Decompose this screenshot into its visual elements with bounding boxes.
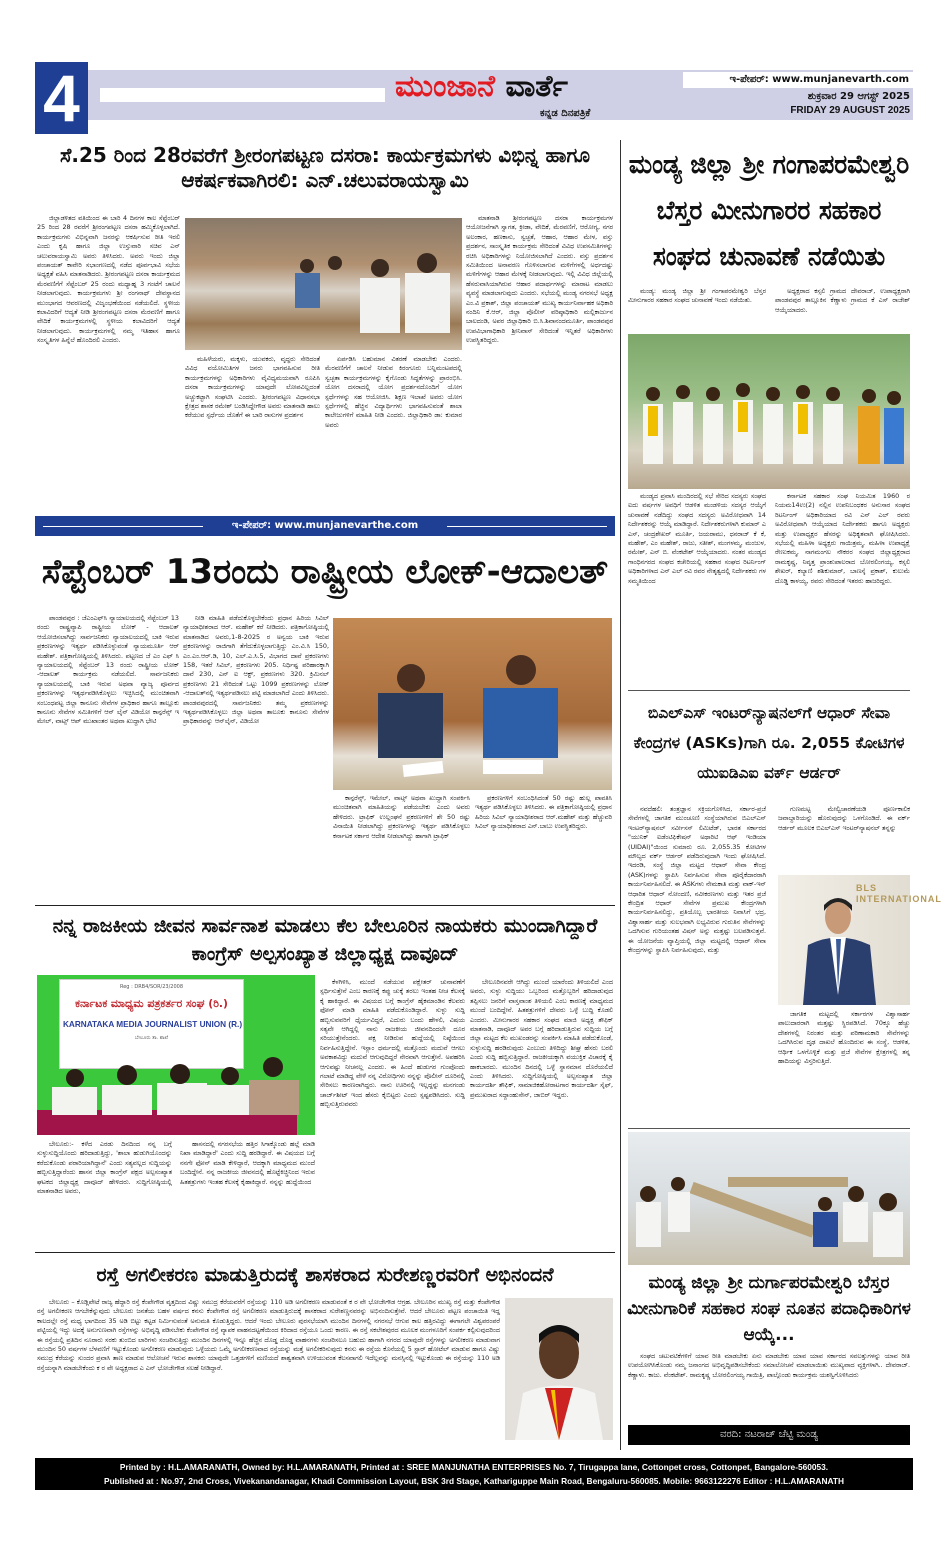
- page-number: 4: [35, 62, 88, 134]
- banner-english: KARNATAKA MEDIA JOURNALIST UNION (R.): [62, 1019, 243, 1029]
- lok-adalat-col4: ಪ್ರಕರಣಗಳಿಗೆ ಸಂಬಂಧಿಸಿದಂತೆ 50 ರಷ್ಟು ಹುಲ್ಲ ಪಾವತಿಸಿ ಇತ್ಯರ್ಥ ಪಡಿಸಿಕೊಳ್ಳಲು ತಿಳಿಸಿದರು. ಈ ಪತ್ರಿಕಾಗೋಷ್ಠಿಯಲ್ಲಿ ಪ್ರಧಾನ ಹಿರಿಯ ಸಿವಿಲ್ ನ್ಯಾಯಾಧೀಶರಾದ ಆರ್.ಮಹೇಶ್ ಮತ್ತು ಹೆಚ್ಚುವರಿ ಸಿವಿಲ್ ನ್ಯಾಯಾಧೀಶರಾದ ಎನ್.ಬಾಬು ಉಪಸ್ಥಿತರಿದ್ದರು.: [475, 794, 612, 831]
- photo-bls-executive: [778, 875, 942, 1005]
- masthead-divider: [100, 88, 385, 102]
- dasara-col3: ಏರ್ಪಡಿಸಿ ಬಹುಮಾನ ವಿತರಣೆ ಮಾಡಬೇಕು ಎಂದರು. ಮೆರವಣಿಗೆಗೆ ಚಾಲನೆ ನೀಡುವ ಕಿರಂಗೂರು ಬನ್ನಿಮಂಟಪದಲ್ಲಿ ಸ್ವಚ್ಛತಾ ಕಾರ್ಯಕ್ರಮಗಳನ್ನು ಕೈಗೊಂಡು ಸಿದ್ಧತೆಗಳನ್ನು ಪ್ರಾರಂಭಿಸಿ. ಯೋಗ ದಸರಾದಲ್ಲಿ ಯೋಗ ಪ್ರದರ್ಶನದೊಂದಿಗೆ ಯೋಗ ಸ್ಪರ್ಧೆಗಳನ್ನು ಸಹ ಆಯೋಜಿಸಿ. ಶಿಕ್ಷಣ ಇಲಾಖೆ ಅವರು ಯೋಗ ಸ್ಪರ್ಧೆಗಳಲ್ಲಿ ಹೆಚ್ಚಿನ ವಿದ್ಯಾರ್ಥಿಗಳು ಭಾಗವಹಿಸುವಂತೆ ಶಾಲಾ ಕಾಲೇಜುಗಳಿಗೆ ಮಾಹಿತಿ ನೀಡಿ ಎಂದರು. ಜಿಲ್ಲಾಧಿಕಾರಿ ಡಾ: ಕುಮಾರ ಅವರು: [325, 355, 462, 429]
- headline-gangaparameshwari: ಮಂಡ್ಯ ಜಿಲ್ಲಾ ಶ್ರೀ ಗಂಗಾಪರಮೇಶ್ವರಿ ಬೆಸ್ತರ ಮೀನುಗಾರರ ಸಹಕಾರ ಸಂಘದ ಚುನಾವಣೆ ನಡೆಯಿತು: [628, 150, 910, 272]
- durgaparameshwari-body: ಸಂಘದ ಚಟುವಟಿಕೆಗಳಿಗೆ ಯಾವ ರೀತಿ ಮಾಡಬೇಕು ಏನು ಮಾಡಬೇಕು ಯಾವ ಯಾವ ಸರ್ಕಾರದ ಸವಲತ್ತುಗಳನ್ನು ಯಾವ ರೀತಿ ಉಪಯೋಗಿಸಿಕೊಂಡು ನಮ್ಮ ಜನಾಂಗದ ಅಭಿವೃದ್ಧಿಪಡಿಸಬೇಕೆಂದು ಸಮಾಲೋಚನೆ ಮಾಡಲಾಯಿತು ಮುಖ್ಯವಾದ ವ್ಯಕ್ತಿಗಳಾಗಿ.. ದೇವರಾಜ್. ಕೆಣ್ಣಾಳು. ಕಾಜು. ವೆಂಕಟೇಶ್. ರಾಮಕೃಷ್ಣ ಬೋರಲಿಂಗಯ್ಯ ಗಾಯಿತ್ರಿ, ಪಾಲ್ಗೊಂಡು ಕಾರ್ಯಕ್ರಮ ಯಶಸ್ವಿಗೊಳಿಸಿದರು: [628, 1352, 910, 1379]
- gangaparameshwari-col2: ಕರ್ನಾಟಕ ಸಹಕಾರ ಸಂಘ ನಿಯಮಿತ 1960 ರ ನಿಯಮ14ಉ(2) ನಲ್ಲಿನ ಉಪನಿಬಂಧಕರ ಅನುಸಾರ ಸಂಘದ ರಿಟರ್ನಿಂಗ್ ಅಧಿಕಾರಿಯಾದ ರವಿ ಎನ್ ಎಲ್ ರವರು ಅವಿರೋಧವಾಗಿ ಆಯ್ಕೆಯಾದ ನಿರ್ದೇಶಕರು ಹಾಗೂ ಅಧ್ಯಕ್ಷರು ಮತ್ತು ಉಪಾಧ್ಯಕ್ಷರ ಹೆಸರನ್ನು ಅಧಿಕೃತವಾಗಿ ಘೋಷಿಸಿದರು. ಸಭೆಯಲ್ಲಿ ಮಹಿಳಾ ಅಧ್ಯಕ್ಷರು ಗಾಯಿತ್ರಮ್ಮ, ಮಹಿಳಾ ಉಪಾಧ್ಯಕ್ಷೆ ರೇಣುಕಮ್ಮ, ನಾಗಮಂಗಲ ನೌಕರರ ಸಂಘದ ಜಿಲ್ಲಾಧ್ಯಕ್ಷರಾದ ರಾಮಕೃಷ್ಣ, ನಿವೃತ್ತ ಪ್ರಾಂಶುಪಾಲರಾದ ಬೋರಲಿಂಗಯ್ಯ, ಕಸ್ಸಲಿ ಶೇಖರ್, ಕಲ್ಯಾಣಿ ಶಶಿಕುಮಾರ್, ಬಾಣಸ್ಕೆ ಪ್ರಕಾಶ್, ಕುಲುಮೆ ದೊಡ್ಡಿ ಕಾಳಯ್ಯ, ರವರು ಸೇರಿದಂತೆ ಇತರರು ಹಾಜರಿದ್ದರು.: [775, 492, 910, 585]
- gangaparameshwari-intro2: ಅಧ್ಯಕ್ಷರಾದ ಕಸ್ಸಲಿ ಗ್ರಾಮದ ದೇವರಾಜ್, ಉಪಾಧ್ಯಕ್ಷರಾಗಿ ಪಾಂಡವಪುರ ತಾಲ್ಲೂಕಿನ ಕೆಣ್ಣಾಳು ಗ್ರಾಮದ ಕೆ ಎಸ್ ರಾಜೇಶ್ ಆಯ್ಕೆಯಾದರು.: [775, 287, 910, 314]
- dasara-col1: ಜಿಲ್ಲಾಡಳಿತದ ವತಿಯಿಂದ ಈ ಬಾರಿ 4 ದಿನಗಳ ಕಾಲ ಸೆಪ್ಟೆಂಬರ್ 25 ರಿಂದ 28 ರವರೆಗೆ ಶ್ರೀರಂಗಪಟ್ಟಣ ದಸರಾ ಹಮ್ಮಿಕೊಳ್ಳಲಾಗಿದೆ. ಕಾರ್ಯಕ್ರಮಗಳು ವಿಭಿನ್ನವಾಗಿ ಜನರನ್ನು ಆಕರ್ಷಿಸುವ ರೀತಿ ಇರಲಿ ಎಂದು ಕೃಷಿ ಹಾಗೂ ಜಿಲ್ಲಾ ಉಸ್ತುವಾರಿ ಸಚಿವ ಎನ್ ಚಲುವರಾಯಸ್ವಾಮಿ ಅವರು ತಿಳಿಸಿದರು. ಅವರು ಇಂದು ಜಿಲ್ಲಾ ಪಂಚಾಯತ್ ಕಾವೇರಿ ಸಭಾಂಗಣದಲ್ಲಿ ನಡೆದ ಪೂರ್ವಭಾವಿ ಸಭೆಯ ಅಧ್ಯಕ್ಷತೆ ವಹಿಸಿ ಮಾತನಾಡಿದರು. ಶ್ರೀರಂಗಪಟ್ಟಣ ದಸರಾ ಕಾರ್ಯಕ್ರಮದ ಮೆರವಣಿಗೆಗೆ ಸೆಪ್ಟೆಂಬರ್ 25 ರಂದು ಮಧ್ಯಾಹ್ನ 3 ಗಂಟೆಗೆ ಚಾಲನೆ ನೀಡಲಾಗುವುದು. ಕಾರ್ಯಕ್ರಮಗಳು ಶ್ರೀ ರಂಗನಾಥ್ ದೇವಸ್ಥಾನದ ಮುಂಭಾಗದ ಆವರಣದಲ್ಲಿ ವಿಜೃಂಭಣೆಯಿಂದ ನಡೆಯಲಿದೆ. ಸ್ಥಳೀಯ ಕಲಾವಿದರಿಗೆ ಆದ್ಯತೆ ನೀಡಿ ಶ್ರೀರಂಗಪಟ್ಟಣ ದಸರಾ ಮೆರವಣಿಗೆ ಹಾಗೂ ವೇದಿಕೆ ಕಾರ್ಯಕ್ರಮಗಳಲ್ಲಿ ಸ್ಥಳೀಯ ಕಲಾವಿದರಿಗೆ ಆದ್ಯತೆ ನೀಡಲಾಗುವುದು. ಕಾರ್ಯಕ್ರಮಗಳಲ್ಲಿ ನಮ್ಮ ಇತಿಹಾಸ ಹಾಗೂ ಸಂಸ್ಕೃತಿಗಳ ಹಿನ್ನೆಲೆ ಹೊಂದಿರಲಿ ಎಂದರು.: [37, 214, 180, 345]
- bls-col1: ನವದೆಹಲಿ: ತಂತ್ರಜ್ಞಾನ ಸಕ್ರಿಯಗೊಳಿಸಿದ, ಸರ್ಕಾರ-ಪ್ರಜೆ ಸೇವೆಗಳಲ್ಲಿ ಜಾಗತಿಕ ಮುಂಚೂಣಿ ಸಂಸ್ಥೆಯಾಗಿರುವ ಬಿಎಲ್ಎಸ್ ಇಂಟರ್‌ನ್ಯಾಷನಲ್ ಸರ್ವೀಸಸ್ ಲಿಮಿಟೆಡ್, ಭಾರತ ಸರ್ಕಾರದ "ಯುನಿಕ್ ಐಡೆಂಟಿಫಿಕೇಷನ್ ಅಥಾರಿಟಿ ಆಫ್ ಇಂಡಿಯಾ (UIDAI)"ಯಿಂದ ಸುಮಾರು ರೂ. 2,055.35 ಕೋಟಿಗಳ ಮೌಲ್ಯದ ವರ್ಕ್ ಆರ್ಡರ್ ಪಡೆದಿರುವುದಾಗಿ ಇಂದು ಘೋಷಿಸಿದೆ. ಇದರಡಿ, ಸಂಸ್ಥೆ ಜಿಲ್ಲಾ ಮಟ್ಟದ ಆಧಾರ್ ಸೇವಾ ಕೇಂದ್ರ (ASK)ಗಳನ್ನು ಸ್ಥಾಪಿಸಿ ನಿರ್ವಹಿಸುವ ಸೇವಾ ಪೂರೈಕೆದಾರರಾಗಿ ಕಾರ್ಯನಿರ್ವಹಿಸಲಿದೆ. ಈ ASKಗಳು ನೇಮಕಾತಿ ಮತ್ತು ವಾಕ್-ಇನ್ ಆಧಾರಿತ ಆಧಾರ್ ನೋಂದಣಿ, ನವೀಕರಣಗಳು ಮತ್ತು ಇತರ ಪ್ರಜೆ ಕೇಂದ್ರಿತ ಆಧಾರ್ ಸೇವೆಗಳ ಪ್ರಮುಖ ಕೇಂದ್ರಗಳಾಗಿ ಕಾರ್ಯನಿರ್ವಹಿಸಲಿದ್ದು, ಪ್ರತಿಯೊಬ್ಬ ಭಾರತೀಯ ನಿವಾಸಿಗೆ ಭದ್ರ, ವಿಶ್ವಾಸಾರ್ಹ ಮತ್ತು ಸುಲಭವಾಗಿ ಲಭ್ಯವಿರುವ ಗುರುತಿನ ಸೇವೆಗಳನ್ನು ಒದಗಿಸುವ ಗುರಿಯಂತಹ ವಿಷನ್ ಅನ್ನು ಮತ್ತಷ್ಟು ಬಲಪಡಿಸುತ್ತವೆ. ಈ ಯೋಜನೆಯ ವ್ಯಾಪ್ತಿಯಲ್ಲಿ ಜಿಲ್ಲಾ ಮಟ್ಟದಲ್ಲಿ ಆಧಾರ್ ಸೇವಾ ಕೇಂದ್ರಗಳನ್ನು ಸ್ಥಾಪಿಸಿ ನಿರ್ವಹಿಸುವುದು, ಮತ್ತು: [628, 805, 766, 955]
- date-english: FRIDAY 29 AUGUST 2025: [790, 105, 910, 116]
- headline-road: ರಸ್ತೆ ಅಗಲೀಕರಣ ಮಾಡುತ್ತಿರುದಕ್ಕೆ ಶಾಸಕರಾದ ಸುರೇಶಣ್ಣರವರಿಗೆ ಅಭಿನಂದನೆ: [96, 1264, 554, 1286]
- logo-part1: ಮುಂಜಾನೆ: [395, 69, 495, 104]
- date-kannada: ಶುಕ್ರವಾರ 29 ಆಗಸ್ಟ್ 2025: [807, 91, 910, 102]
- dasara-col2: ಮಹಿಳೆಯರು, ಮಕ್ಕಳು, ಯುವಕರು, ವೃದ್ಧರು ಸೇರಿದಂತೆ ವಿವಿಧ ವಯೋಮಿತಿಗಳ ಜನರು ಭಾಗವಹಿಸುವ ರೀತಿ ಕಾರ್ಯಕ್ರಮಗಳನ್ನು ಅಧಿಕಾರಿಗಳು ವೈವಿಧ್ಯಮಯವಾಗಿ ರೂಪಿಸಿ ದಸರಾ ಕಾರ್ಯಕ್ರಮಗಳನ್ನು ಯಾವುದೇ ಲೋಪವಿಲ್ಲದಂತೆ ಅಚ್ಚುಕಟ್ಟಾಗಿ ಸಂಘಟಿಸಿ ಎಂದರು. ಶ್ರೀರಂಗಪಟ್ಟಣ ವಿಧಾನಸಭಾ ಕ್ಷೇತ್ರದ ಶಾಸಕ ರಮೇಶ್ ಬಂಡಿಸಿದ್ದೇಗೌಡ ಅವರು ಮಾತನಾಡಿ ಹಾಲು ಕರೆಯುವ ಸ್ಪರ್ಧೆಯ ಜೊತೆಗೆ ಈ ಬಾರಿ ರಾಸುಗಳ ಪ್ರದರ್ಶನ: [185, 355, 320, 420]
- headline-dasara: ಸೆ.25 ರಿಂದ 28ರವರೆಗೆ ಶ್ರೀರಂಗಪಟ್ಟಣ ದಸರಾ: ಕಾರ್ಯಕ್ರಮಗಳು ವಿಭಿನ್ನ ಹಾಗೂ ಆಕರ್ಷಕವಾಗಿರಲಿ: ಎನ್.ಚಲುವರಾಯಸ್ವಾಮಿ: [59, 143, 591, 192]
- byline: ವರದಿ: ನಟರಾಜ್ ಚೆಟ್ಟಿ ಮಂಡ್ಯ: [628, 1425, 910, 1445]
- photo-press-meet-dawood: [37, 975, 315, 1135]
- gangaparameshwari-intro1: ಮಂಡ್ಯ: ಮಂಡ್ಯ ಜಿಲ್ಲಾ ಶ್ರೀ ಗಂಗಾಪರಮೇಶ್ವರಿ ಬೆಸ್ತರ ಮೀನುಗಾರರ ಸಹಕಾರ ಸಂಘದ ಚುನಾವಣೆ ಇಂದು ನಡೆಯಿತು.: [628, 287, 766, 305]
- column-divider: [620, 140, 621, 1450]
- bls-sign: BLS INTERNATIONAL: [856, 883, 942, 904]
- bls-col2b: ಜಾಗತಿಕ ಮಟ್ಟದಲ್ಲಿ ಸರ್ಕಾರಗಳ ವಿಶ್ವಾಸಾರ್ಹ ಪಾಲುದಾರರಾಗಿ ಮತ್ತಷ್ಟು ಸ್ಥಿರಪಡಿಸಿದೆ. 70ಕ್ಕೂ ಹೆಚ್ಚು ದೇಶಗಳಲ್ಲಿ ನಿರಂತರ ಮತ್ತು ಪರಿಣಾಮಕಾರಿ ಸೇವೆಗಳನ್ನು ಒದಗಿಸಿರುವ ದೃಢ ದಾಖಲೆ ಹೊಂದಿರುವ ಈ ಸಂಸ್ಥೆ, ಆಡಳಿತ, ಆರ್ಥಿಕ ಒಳಗೊಳ್ಳಿಕೆ ಮತ್ತು ಪ್ರಜೆ ಸೇವೆಗಳ ಕ್ಷೇತ್ರಗಳಲ್ಲಿ ತನ್ನ ಹಾದಿಯನ್ನು ವಿಸ್ತರಿಸುತ್ತಿದೆ.: [778, 1010, 910, 1066]
- bls-col2a: ಗುಣಮಟ್ಟ ಮೇಲ್ವಿಚಾರಣೆಯಡಿ ಪೂರ್ಣಕಾಲಿಕ ಜವಾಬ್ದಾರಿಯನ್ನು ಹೊರುವುದನ್ನು ಒಳಗೊಂಡಿದೆ. ಈ ವರ್ಕ್ ಆರ್ಡರ್ ಮೂಲಕ ಬಿಎಲ್ಎಸ್ ಇಂಟರ್‌ನ್ಯಾಷನಲ್ ತನ್ನನ್ನು: [778, 805, 910, 832]
- banner-reg: Reg : DRB4/SOR/23/2008: [119, 984, 184, 990]
- photo-mla: [505, 1298, 613, 1440]
- headline-bls: ಬಿಎಲ್ಎಸ್ ಇಂಟರ್‌ನ್ಯಾಷನಲ್‌ಗೆ ಆಧಾರ್ ಸೇವಾ ಕೇಂದ್ರಗಳ (ASKs)ಗಾಗಿ ರೂ. 2,055 ಕೋಟಿಗಳ ಯುಐಡಿಎಐ ವರ್ಕ್ ಆರ್ಡರ್: [633, 704, 905, 782]
- divider: [35, 905, 615, 906]
- epaper-band[interactable]: [35, 516, 615, 536]
- dawood-col1: ಬೇಲೂರು:- ಕಳೆದ ಎರಡು ದಿನದಿಂದ ನನ್ನ ಬಗ್ಗೆ ಸುಳ್ಳುಸುದ್ದಿಯೊಂದು ಹರಿದಾಡುತ್ತಿದ್ದು, 'ಶಾಲಾ ಹುಡುಗಿಯೊಂದನ್ನು ಕರೆದುಕೊಂಡು ಪರಾರಿಯಾಗಿದ್ದಾನೆ' ಎಂದು ಸತ್ಯವಲ್ಲದ ಸುದ್ದಿಯನ್ನು ಹಬ್ಬಿಸುತ್ತಿದ್ದಾರೆಂದು ಹಾಸನ ಜಿಲ್ಲಾ ಕಾಂಗ್ರೆಸ್ ಪಕ್ಷದ ಅಲ್ಪಸಂಖ್ಯಾತ ಘಟಕದ ಜಿಲ್ಲಾಧ್ಯಕ್ಷ ದಾವೂದ್ ಹೇಳಿದರು. ಸುದ್ದಿಗೋಷ್ಠಿಯಲ್ಲಿ ಮಾತನಾಡಿದ ಅವರು,: [37, 1140, 172, 1196]
- logo-part2: ವಾರ್ತೆ: [505, 69, 568, 104]
- dawood-col2: ಹಾಸನದಲ್ಲಿ ನಗರಸಭೆಯ ಹತ್ತಿರ ಸಿಗಾಕ್ಕೊಂಡು ಹಲ್ಲೆ ಮಾಡಿ ನಿಖಾ ಮಾಡಿದ್ದಾರೆ' ಎಂದು ಸುದ್ದಿ ಹರಡಿದ್ದಾರೆ. ಈ ವಿಷಯದ ಬಗ್ಗೆ ನನಗೇ ಫೋನ್ ಮಾಡಿ ಕೇಳಿದ್ದಾರೆ, ಆದಕ್ಕಾಗಿ ಮಾಧ್ಯಮದ ಮುಂದೆ ಬಂದಿದ್ದೇನೆ. ನನ್ನ ರಾಜಕೀಯ ಜೀವನದಲ್ಲಿ ಹೊಟ್ಟೆಕಿಚ್ಚಿನಿಂದ ಇರುವ ಹಿತಶತ್ರುಗಳು ಇಂತಹ ಕೆಲಸಕ್ಕೆ ಕೈಹಾಕಿದ್ದಾರೆ. ನನ್ನನ್ನು ಹುದ್ದೆಯಿಂದ: [180, 1140, 315, 1186]
- newspaper-logo: [395, 68, 660, 106]
- photo-durgaparameshwari-meeting: [628, 1132, 910, 1265]
- divider: [35, 1252, 615, 1253]
- lok-adalat-col3: ಕಾನ್ಫರೆನ್ಸ್, ಇಮೇಲ್, ವಾಟ್ಸ್ ಅಥವಾ ಖುದ್ದಾಗಿ ಸಂಪರ್ಕಿಸಿ ಮುಂಚಿತವಾಗಿ ಮಾಹಿತಿಯನ್ನು ಪಡೆಯಬೇಕು ಎಂದು ಅವರು ಹೇಳಿದರು. ಟ್ರಾಫಿಕ್ ಉಲ್ಲಂಘನೆ ಪ್ರಕರಣಗಳಿಗೆ ಶೇ 50 ರಷ್ಟು ವಿನಾಯಿತಿ ನೀಡಲಾಗಿದ್ದು ಪ್ರಕರಣಗಳನ್ನು ಇತ್ಯರ್ಥ ಪಡಿಸಿಕೊಳ್ಳಲು ಕರ್ನಾಟಕ ಸರ್ಕಾರ ಆದೇಶ ನೀಡಲಾಗಿದ್ದು ಹಾಗಾಗಿ ಟ್ರಾಫಿಕ್: [333, 794, 470, 840]
- lok-adalat-col1: ಪಾಂಡವಪುರ : ಜೆಎಂಎಫ್‌ಸಿ ನ್ಯಾಯಾಲಯದಲ್ಲಿ ಸೆಪ್ಟೆಂಬರ್ 13 ರಂದು ರಾಷ್ಟ್ರವ್ಯಾಪಿ ರಾಷ್ಟ್ರೀಯ ಲೋಕ್ - ಆದಾಲತ್ ಆಯೋಜಿಸಲಾಗಿದ್ದು ಸಾರ್ವಜನಿಕರು ನ್ಯಾಯಾಲಯದಲ್ಲಿ ಬಾಕಿ ಇರುವ ಪ್ರಕರಣಗಳನ್ನು ಇತ್ಯರ್ಥ ಪಡಿಸಿಕೊಳ್ಳುವಂತೆ ನ್ಯಾಯಮೂರ್ತಿ ಆರ್ ಮಹೇಶ್. ಪತ್ರಿಕಾಗೋಷ್ಠಿಯಲ್ಲಿ ತಿಳಿಸಿದರು. ಪಟ್ಟಣದ ಜೆ ಎಂ ಎಫ್ ಸಿ ನ್ಯಾಯಾಲಯದಲ್ಲಿ ಸೆಪ್ಟೆಂಬರ್ 13 ರಂದು ರಾಷ್ಟ್ರೀಯ ಲೋಕ್ -ಆದಾಲತ್ ಕಾರ್ಯಕ್ರಮ ನಡೆಯಲಿದೆ. ಸಾರ್ವಜನಿಕರು ನ್ಯಾಯಾಲಯದಲ್ಲಿ ಬಾಕಿ ಇರುವ ಅಥವಾ ವ್ಯಾಜ್ಯ ಪೂರ್ವದ ಪ್ರಕರಣಗಳನ್ನು ಇತ್ಯರ್ಥಪಡಿಸಿಕೊಳ್ಳಲು ಇಚ್ಛಿಸಿದಲ್ಲಿ ಮುಂಚಿತವಾಗಿ ಸಂಬಂಧಪಟ್ಟ ಜಿಲ್ಲಾ ಕಾನೂನು ಸೇವೆಗಳ ಪ್ರಾಧಿಕಾರ ಹಾಗೂ ತಾಲ್ಲೂಕು ಕಾನೂನು ಸೇವೆಗಳ ಸಮಿತಿಗಳಿಗೆ ಆನ್ ಲೈನ್ ವಿಡಿಯೋ ಕಾನ್ಫರೆನ್ಸ್ ಇ ಮೇಲ್, ವಾಟ್ಸ್ ಆಪ್ ಮುಖಾಂತರ ಅಥವಾ ಖುದ್ದಾಗಿ ಭೇಟಿ: [37, 614, 179, 726]
- dawood-col3: ಕೆಳಗಿಳಿಸಿ, ಮುಂದೆ ನಡೆಯುವ ಪಕ್ಷೇತರ್ ಚುನಾವಣೆಗೆ ಸ್ಪರ್ಧಿಸುತ್ತೇನೆ ಎಂಬ ಕಾರಣಕ್ಕೆ ಕಪ್ಪು ಚುಕ್ಕೆ ತರಲು ಇಂತಹ ನೀಚ ಕೆಲಸಕ್ಕೆ ಕೈ ಹಾಕಿದ್ದಾರೆ. ಈ ವಿಷಯದ ಬಗ್ಗೆ ಕಾಂಗ್ರೆಸ್ ಹೈಕಮಾಂಡಿನ ಕೆಲವರು ಫೋನ್ ಮಾಡಿ ಮಾಹಿತಿ ಪಡೆದುಕೊಂಡಿದ್ದಾರೆ. ಸುಳ್ಳು ಸುದ್ದಿ ಹಬ್ಬಿಸುವವರಿಗೆ ಧೈರ್ಯವಿದ್ದರೆ, ಎದುರು ಬಂದು ಹೇಳಲಿ, ವಿಷಯ ಸತ್ಯವೇ ಆಗಿದ್ದಲ್ಲಿ ನಾನು ರಾಜಕೀಯ ಜೀವನದಿಂದಲೇ ದೂರ ಸರಿಯುತ್ತೇನೆಂದರು. ಪಕ್ಷ ನೀಡಿರುವ ಹುದ್ದೆಯಲ್ಲಿ ನಿಷ್ಠೆಯಿಂದ ನಿರ್ವಹಿಸುತ್ತಿದ್ದೇನೆ. ಇಸ್ಲಾಂ ಧರ್ಮದಲ್ಲಿ ಮತ್ತೊಂದು ಮದುವೆ ಆಗಲು ಅವಕಾಶವಿದ್ದು ಮದುವೆ ಆಗುವುದಿದ್ದರೆ ನೇರವಾಗಿ ಆಗುತ್ತೇನೆ. ಅಪಹರಿಸಿ ಆಗುವಷ್ಟು ನೀಚನಲ್ಲ ಎಂದರು. ಈ ಹಿಂದೆ ಹುಡುಗರ ಗುಂಪೊಂದು ಗಲಾಟೆ ಮಾಡಿದ್ದ ವೇಳೆ ನನ್ನ ವಿರೋಧಿಗಳು ನನ್ನನ್ನು ಪೊಲೀಸ್ ದೂರಿನಲ್ಲಿ ಸೇರಿಸಲು ಕಾರಣರಾಗಿದ್ದರು. ನಾನು ಊರಿನಲ್ಲಿ ಇಲ್ಲದ್ದನ್ನು ಮನಗಂಡು ಚಾರ್ಜ್‌ಶೀಟ್ ಇಂದ ಹೆಸರು ಕೈಬಿಟ್ಟರು ಎಂದು ಸ್ಪಷ್ಟಪಡಿಸಿದರು. ಸುದ್ದಿ ಹಬ್ಬಿಸುತ್ತಿರುವವರು: [320, 978, 465, 1109]
- photo-election-group: [628, 334, 910, 489]
- imprint-footer: [35, 1458, 913, 1490]
- dasara-col4: ಮಾತನಾಡಿ ಶ್ರೀರಂಗಪಟ್ಟಣ ದಸರಾ ಕಾರ್ಯಕ್ರಮಗಳ ಆಯೋಜನೆಗಾಗಿ ಸ್ವಾಗತ, ಕ್ರೀಡಾ, ವೇದಿಕೆ, ಮೆರವಣಿಗೆ, ಆರೋಗ್ಯ, ನಗರ ಅಲಂಕಾರ, ಹಣಕಾಸು, ಸ್ವಚ್ಛತೆ, ಆಹಾರ, ಆಹಾರ ಮೇಳ, ವಸ್ತು ಪ್ರದರ್ಶನ, ಸಾಂಸ್ಕೃತಿಕ ಕಾರ್ಯಕ್ರಮ ಸೇರಿದಂತೆ ವಿವಿಧ ಉಪಸಮಿತಿಗಳನ್ನು ರಚಿಸಿ ಅಧಿಕಾರಿಗಳನ್ನು ನಿಯೋಜಿಸಲಾಗಿದೆ ಎಂದರು. ವಸ್ತು ಪ್ರದರ್ಶನ ಸಮಿತಿಯಿಂದ ಅನಾವರಣ ಗೊಳಿಸಲಾಗುವ ಮಳಿಗೆಗಳಲ್ಲಿ ಅರ್ಧದಷ್ಟು ಮಳಿಗೆಗಳನ್ನು ಆಹಾರ ಮೇಳಕ್ಕೆ ನೀಡಲಾಗುವುದು. ಇಲ್ಲಿ ವಿವಿಧ ಜಿಲ್ಲೆಯಲ್ಲಿ ಹೆಸರುವಾಸಿಯಾಗಿರುವ ಆಹಾರ ಪದಾರ್ಥಗಳನ್ನು ಮಾರಾಟ ಮಾಡಲು ವ್ಯವಸ್ಥೆ ಮಾಡಲಾಗುವುದು ಎಂದರು. ಸಭೆಯಲ್ಲಿ ಮಂಡ್ಯ ನಗರಸಭೆ ಅಧ್ಯಕ್ಷ ಎಂ.ವಿ ಪ್ರಕಾಶ್, ಜಿಲ್ಲಾ ಪಂಚಾಯತ್ ಮುಖ್ಯ ಕಾರ್ಯನಿರ್ವಾಹಕ ಅಧಿಕಾರಿ ನಂದಿನಿ ಕೆ.ಆರ್, ಜಿಲ್ಲಾ ಪೊಲೀಸ್ ವರಿಷ್ಠಾಧಿಕಾರಿ ಮಲ್ಲಿಕಾರ್ಜುನ ಬಾಲದಂಡಿ, ಅಪರ ಜಿಲ್ಲಾಧಿಕಾರಿ ಬಿ.ಸಿ.ಶಿವಾನಂದಮೂರ್ತಿ, ಪಾಂಡವಪುರ ಉಪವಿಭಾಗಾಧಿಕಾರಿ ಶ್ರೀನಿವಾಸ್ ಸೇರಿದಂತೆ ಇನ್ನಿತರೆ ಅಧಿಕಾರಿಗಳು ಉಪಸ್ಥಿತರಿದ್ದರು.: [466, 214, 613, 345]
- divider: [628, 1128, 910, 1129]
- banner-kannada: ಕರ್ನಾಟಕ ಮಾಧ್ಯಮ ಪತ್ರಕರ್ತರ ಸಂಘ (ರಿ.): [75, 997, 228, 1010]
- banner-sub: ಬೇಲೂರು ತಾ. ಶಾಖೆ: [134, 1035, 169, 1041]
- gangaparameshwari-col1: ಮಂಡ್ಯದ ಪ್ರವಾಸಿ ಮಂದಿರದಲ್ಲಿ ಸಭೆ ಸೇರಿದ ಸದಸ್ಯರು ಸಂಘದ ಐದು ವರ್ಷಗಳ ಅವಧಿಗೆ ಆಡಳಿತ ಮಂಡಳಿಯ ಸದಸ್ಯರ ಆಯ್ಕೆಗೆ ಚುನಾವಣೆ ನಡೆದಿದ್ದು ಸಂಘದ ಸದಸ್ಯರು ಅವಿರೋಧವಾಗಿ 14 ನಿರ್ದೇಶಕರನ್ನು ಆಯ್ಕೆ ಮಾಡಿದ್ದಾರೆ. ನಿರ್ದೇಶಕರುಗಳಾಗಿ ಕುಮಾರ್ ಎ ಎಸ್, ಚಂದ್ರಶೇಖರ್ ಮೂರ್ತಿ, ಜಯರಾಮು, ಧನರಾಜ್ ಕೆ ಕೆ, ಮಹೇಶ್, ಎಂ ಮಹೇಶ್, ರಾಜು, ಸತೀಶ್, ಮಂಗಳಮ್ಮ, ಮಂಜುಳ, ರಮೇಶ್, ಎನ್ ಬಿ. ವೆಂಕಟೇಶ್ ಆಯ್ಕೆಯಾದರು. ನಂತರ ಮಂಡ್ಯದ ಗಾಂಧಿನಗರದ ಸಂಘದ ಕಚೇರಿಯಲ್ಲಿ ಸಹಕಾರ ಸಂಘದ ರಿಟರ್ನಿಂಗ್ ಅಧಿಕಾರಿಗಳಾದ ಎನ್ ಎಲ್ ರವಿ ರವರ ನೇತೃತ್ವದಲ್ಲಿ ನಿರ್ದೇಶಕರು ಗಳ ಸಮ್ಮತಿಯಿಂದ: [628, 492, 766, 585]
- road-body: ಬೇಲೂರು – ಕೊಡ್ಲಿಪೇಟೆ ರಾಜ್ಯ ಹೆದ್ದಾರಿ ರಸ್ತೆ ಕೆಂಪೇಗೌಡ ವೃತ್ತದಿಂದ ವಿಷ್ಣು ಸಮುದ್ರ ಕೆರೆಯವರೆಗೆ ರಸ್ತೆಯನ್ನು 110 ಅಡಿ ಅಗಲೀಕರಣ ಮಾಡುವಂತೆ ಕ ರ ವೇ ಭೋಜೇಗೌಡ ಆಗ್ರಹ. ಬೇಲೂರಿನ ಮುಖ್ಯ ರಸ್ತೆ ಮತ್ತು ಕೆಂಪೇಗೌಡ ರಸ್ತೆ ಅಗಲೀಕರಣ ಆಗಬೇಕೆನ್ನುವುದು ಬೇಲೂರು ಜನತೆಯ ಬಹಳ ವರ್ಷದ ಕನಸು ಕೆಂಪೇಗೌಡ ರಸ್ತೆ ಅಗಲೀಕರಣ ಮಾಡುತ್ತಿರುದಕ್ಕೆ ಶಾಸಕರಾದ ಸುರೇಶಣ್ಣನವರನ್ನು ಅಭಿನಂದಿಸುತ್ತೇವೆ. ಆದರೆ ಬೇಲೂರು ಪಟ್ಟಣ ಪಂಚಾಯಿತಿ ಇದ್ದ ಕಾಲದಲ್ಲೇ ರಸ್ತೆ ಮಧ್ಯ ಭಾಗದಿಂದ 35 ಅಡಿ ಬಿಟ್ಟು ಕಟ್ಟಡ ನಿರ್ಮಿಸುವಂತೆ ಅನುಮತಿ ಕೊಡುತ್ತಿದ್ದರು. ಆದರೆ ಇಂದು ಬೇಲೂರು ಪುರಸಭೆಯಾಗಿ ಮುಂದಿನ ದಿನಗಳಲ್ಲಿ ನಗರಸಭೆ ಆಗುವ ಕಾಲ ಹತ್ತಿರವಿದ್ದು ಈಗಾಗಲೇ ವಿಶ್ವಪರಂಪರೆ ಪಟ್ಟಿಯಲ್ಲಿ ಇದ್ದು ಅದಕ್ಕೆ ಅನುಗುಣವಾಗಿ ರಸ್ತೆಗಳನ್ನು ಅಭಿವೃದ್ಧಿ ಪಡಿಸಬೇಕು ಕೆಂಪೇಗೌಡ ರಸ್ತೆ ವ್ಯಾಪಕ ವಾಹನದಟ್ಟಣೆಯಿಂದ ಕಿರಿದಾದ ರಸ್ತೆಯೂ ಒಂದು ಕಾರಣ. ಈ ರಸ್ತೆ ಸಕಲೇಶಪುರದ ಮೂಲಕ ಮಂಗಳೂರಿಗೆ ಸಂಪರ್ಕ ಕಲ್ಪಿಸುವುದರಿಂದ ಈ ರಸ್ತೆಯಲ್ಲಿ ಪ್ರತಿದಿನ ನೂರಾರು ಸರಕು ತುಂಬಿದ ಲಾರಿಗಳು ಸಂಚರಿಸುತ್ತಿದ್ದು ಮುಂದಿನ ದಿನಗಳಲ್ಲಿ ಇನ್ನೂ ಹೆಚ್ಚಿನ ದೊಡ್ಡ ದೊಡ್ಡ ವಾಹನಗಳು ಸಂಚರಿಸಲೂ ಬಹುದು ಹಾಗಾಗಿ ನಗರದ ಯಾವುದೇ ರಸ್ತೆಗಳನ್ನು ಅಗಲೀಕರಣ ಮಾಡುವಾಗ ಮುಂದಿನ 50 ವರ್ಷಗಳ ಬೆಳವಣಿಗೆ ಇಟ್ಟುಕೊಂಡು ಅಗಲೀಕರಣ ಮಾಡುವುದು ಒಳ್ಳೆಯದು ಒಮ್ಮೆ ಅಗಲೀಕರಣವಾದ ರಸ್ತೆಯನ್ನು ಮತ್ತೆ ಅಗಲೀಕರಿಸುವುದು ಕನಸು ಈ ರಸ್ತೆಯ ಕೊನೆಯಲ್ಲಿ 5 ಸ್ಟಾರ್ ಹೋಟೆಲ್ ಮಾಡುವ ಹಾಗೂ ವಿಷ್ಣು ಸಮುದ್ರ ಕೆರೆಯನ್ನು ಸುಂದರ ಪ್ರವಾಸಿ ತಾಣ ಮಾಡುವ ಆಲೋಚನೆ ಇರುವ ಶಾಸಕರು ಯಾವುದೇ ಒತ್ತಡಗಳಿಗೆ ಮಣಿಯದೆ ಶಾಶ್ವತವಾಗಿ ಉಳಿಯುವಂತ ಕೆಲಸವಾಗಲಿ ಇದೆಲ್ಲವನ್ನು ಮನಸ್ಸಿನಲ್ಲಿ ಇಟ್ಟುಕೊಂಡು ಈ ರಸ್ತೆಯನ್ನು 110 ಅಡಿ ರಸ್ತೆಯನ್ನಾಗಿ ಮಾಡಬೇಕೆಂದು ಕ ರ ವೇ ಅಧ್ಯಕ್ಷರಾದ ಎ ಎನ್ ಭೋಜೇಗೌಡ ಸಲಹೆ ನೀಡಿದ್ದಾರೆ.: [37, 1298, 500, 1372]
- headline-durgaparameshwari: ಮಂಡ್ಯ ಜಿಲ್ಲಾ ಶ್ರೀ ದುರ್ಗಾಪರಮೇಶ್ವರಿ ಬೆಸ್ತರ ಮೀನುಗಾರಿಕೆ ಸಹಕಾರ ಸಂಘ ನೂತನ ಪದಾಧಿಕಾರಿಗಳ ಆಯ್ಕೆ...: [627, 1273, 911, 1345]
- epaper-band-text: ಇ-ಪೇಪರ್: www.munjanevarthe.com: [231, 520, 419, 531]
- divider: [628, 690, 910, 691]
- dawood-col4: ಬೇಲೂರಿನವರೇ ಆಗಿದ್ದು ಮುಂದೆ ಯಾರೆಂದು ತಿಳಿಯಲಿದೆ ಎಂದ ಅವರು, ಸುಳ್ಳು ಸುದ್ದಿಯು ಒಬ್ಬರಿಂದ ಮತ್ತೊಬ್ಬರಿಗೆ ಹರಿದಾಡುವುದ ತಪ್ಪಿಸಲು ಜನರಿಗೆ ವಾಸ್ತವಾಂಶ ತಿಳಿಯಲಿ ಎಂಬ ಕಾರಣಕ್ಕೆ ಮಾಧ್ಯಮದ ಮುಂದೆ ಬಂದಿದ್ದೇನೆ. ಹಿತಶತ್ರುಗಳಿಗೆ ದೇವರು ಒಳ್ಳೆ ಬುದ್ಧಿ ಕೊಡಲಿ ಎಂದರು. ಮೀನುಗಾರರ ಸಹಕಾರ ಸಂಘದ ಮಾಜಿ ಅಧ್ಯಕ್ಷ ತೌಫಿಕ್ ಮಾತನಾಡಿ, ದಾವೂದ್ ಅವರ ಬಗ್ಗೆ ಹರಿದಾಡುತ್ತಿರುವ ಸುದ್ದಿಯ ಬಗ್ಗೆ ಜಿಲ್ಲಾ ಮಟ್ಟದ ಕೆಲ ಮುಖಂಡರನ್ನು ಸಂಪರ್ಕಿಸಿ ಮಾಹಿತಿ ಪಡೆದುಕೊಂಡೆ, ಸುಳ್ಳುಸುದ್ದಿ ಹರಡಿರುವುದು ಎಂಬುದು ತಿಳಿದಿದ್ದು ಶೀಘ್ರ ಹೆಸರು ಬರಲಿ ಎಂದು ಸುದ್ದಿ ಹಬ್ಬಿಸುತ್ತಿದ್ದಾರೆ. ರಾಜಕೀಯಕ್ಕಾಗಿ ವಯುಕ್ತಿಕ ವಿಚಾರಕ್ಕೆ ಕೈ ಹಾಕಬಾರದು. ಮುಂದಿನ ದಿನದಲ್ಲಿ ಒಳ್ಳೆ ಸ್ಥಾನಮಾನ ದೊರೆಯಲಿದೆ ಎಂದು ತಿಳಿಸಿದರು. ಸುದ್ದಿಗೋಷ್ಠಿಯಲ್ಲಿ ಅಲ್ಪಸಂಖ್ಯಾತ ಜಿಲ್ಲಾ ಕಾರ್ಯದರ್ಶಿ ತೌಫಿಕ್, ಸಾಮಾಜಿಕಹೋರಾಟಗಾರ ಕಾರ್ಯದರ್ಶಿ ಸೈಫ್, ಪ್ರಮುಖರಾದ ಸದ್ದಾಂಹುಸೇನ್, ಜಾಬಿರ್ ಇದ್ದರು.: [470, 978, 613, 1099]
- epaper-link[interactable]: ಇ-ಪೇಪರ್: www.munjanevarth.com: [683, 72, 913, 88]
- imprint-line2: Published at : No.97, 2nd Cross, Vivekanandanagar, Khadi Commission Layout, BSK 3rd Stage, Kathariguppe Main Road, Bengaluru-560085. Mobile: 9663122276 Editor : H.L.AMARANATH: [104, 1476, 844, 1486]
- lok-adalat-col2: ನೀಡಿ ಮಾಹಿತಿ ಪಡೆದುಕೊಳ್ಳಬೇಕೆಂದು ಪ್ರಧಾನ ಹಿರಿಯ ಸಿವಿಲ್ ನ್ಯಾಯಾಧೀಶರಾದ ಆರ್. ಮಹೇಶ್ ಕರೆ ನೀಡಿದರು. ಪತ್ರಿಕಾಗೋಷ್ಠಿಯಲ್ಲಿ ಮಾತನಾಡಿದ ಅವರು,1-8-2025 ರ ಅನ್ವಯ ಬಾಕಿ ಇರುವ ಪ್ರಕರಣಗಳನ್ನು ರಾಜಿಗಾಗಿ ತೆಗೆದುಕೊಳ್ಳಲಾಗುತ್ತಿದ್ದು ಎಂ.ವಿ.ಸಿ 150, ಎಂ.ಎಂ.ಆರ್.ಡಿ, 10, ಎಲ್.ಎ.ಸಿ.5, ವಿಭಾಗದ ದಾವೆ ಪ್ರಕರಣಗಳು 158, ಇತರೆ ಸಿವಿಲ್, ಪ್ರಕರಣಗಳು 205. ನಿರ್ಧಿಷ್ಟ ಪರಿಹಾರಕ್ಕಾಗಿ ದಾವೆ 230, ಎನ್ ಐ ಆಕ್ಟ್, ಪ್ರಕರಣಗಳು 320. ಕ್ರಿಮಿನಲ್ ಪ್ರಕರಣಗಳು 21 ಸೇರಿದಂತೆ ಒಟ್ಟು 1099 ಪ್ರಕರಣಗಳನ್ನು ಲೋಕ್ -ಆದಾಲತ್‌ನಲ್ಲಿ ಇತ್ಯರ್ಥಪಡಿಸಲು ಪಟ್ಟಿ ಮಾಡಲಾಗಿದೆ ಎಂದು ತಿಳಿಸಿದರು. ಪಾಂಡವಪುರದಲ್ಲಿ ಸಾರ್ವಜನಿಕರು ತಮ್ಮ ಪ್ರಕರಣಗಳನ್ನು ಇತ್ಯರ್ಥಪಡಿಸಿಕೊಳ್ಳಲು ಜಿಲ್ಲಾ ಅಥವಾ ತಾಲೂಕು ಕಾನೂನು ಸೇವೆಗಳ ಪ್ರಾಧಿಕಾರವನ್ನು ಆನ್‌ಲೈನ್, ವಿಡಿಯೋ: [183, 614, 329, 726]
- photo-judges-press-meet: [333, 618, 612, 790]
- headline-dawood: ನನ್ನ ರಾಜಕೀಯ ಜೀವನ ಸಾರ್ವನಾಶ ಮಾಡಲು ಕೆಲ ಬೇಲೂರಿನ ನಾಯಕರು ಮುಂದಾಗಿದ್ದಾರೆ ಕಾಂಗ್ರೆಸ್ ಅಲ್ಪಸಂಖ್ಯಾತ ಜಿಲ್ಲಾಧ್ಯಕ್ಷ ದಾವೂದ್: [52, 915, 598, 965]
- photo-dasara-meeting: [185, 218, 462, 350]
- tagline: ಕನ್ನಡ ದಿನಪತ್ರಿಕೆ: [540, 108, 591, 119]
- imprint-line1: Printed by : H.L.AMARANATH, Owned by: H.L.AMARANATH, Printed at : SREE MANJUNATHA ENTERPRISES No. 7, Tirugappa lane, Cottonpet cross, Cottonpet, Bangalore-560053.: [119, 1462, 829, 1472]
- headline-lok-adalat: ಸೆಪ್ಟೆಂಬರ್ 13ರಂದು ರಾಷ್ಟ್ರೀಯ ಲೋಕ್-ಆದಾಲತ್: [41, 552, 609, 592]
